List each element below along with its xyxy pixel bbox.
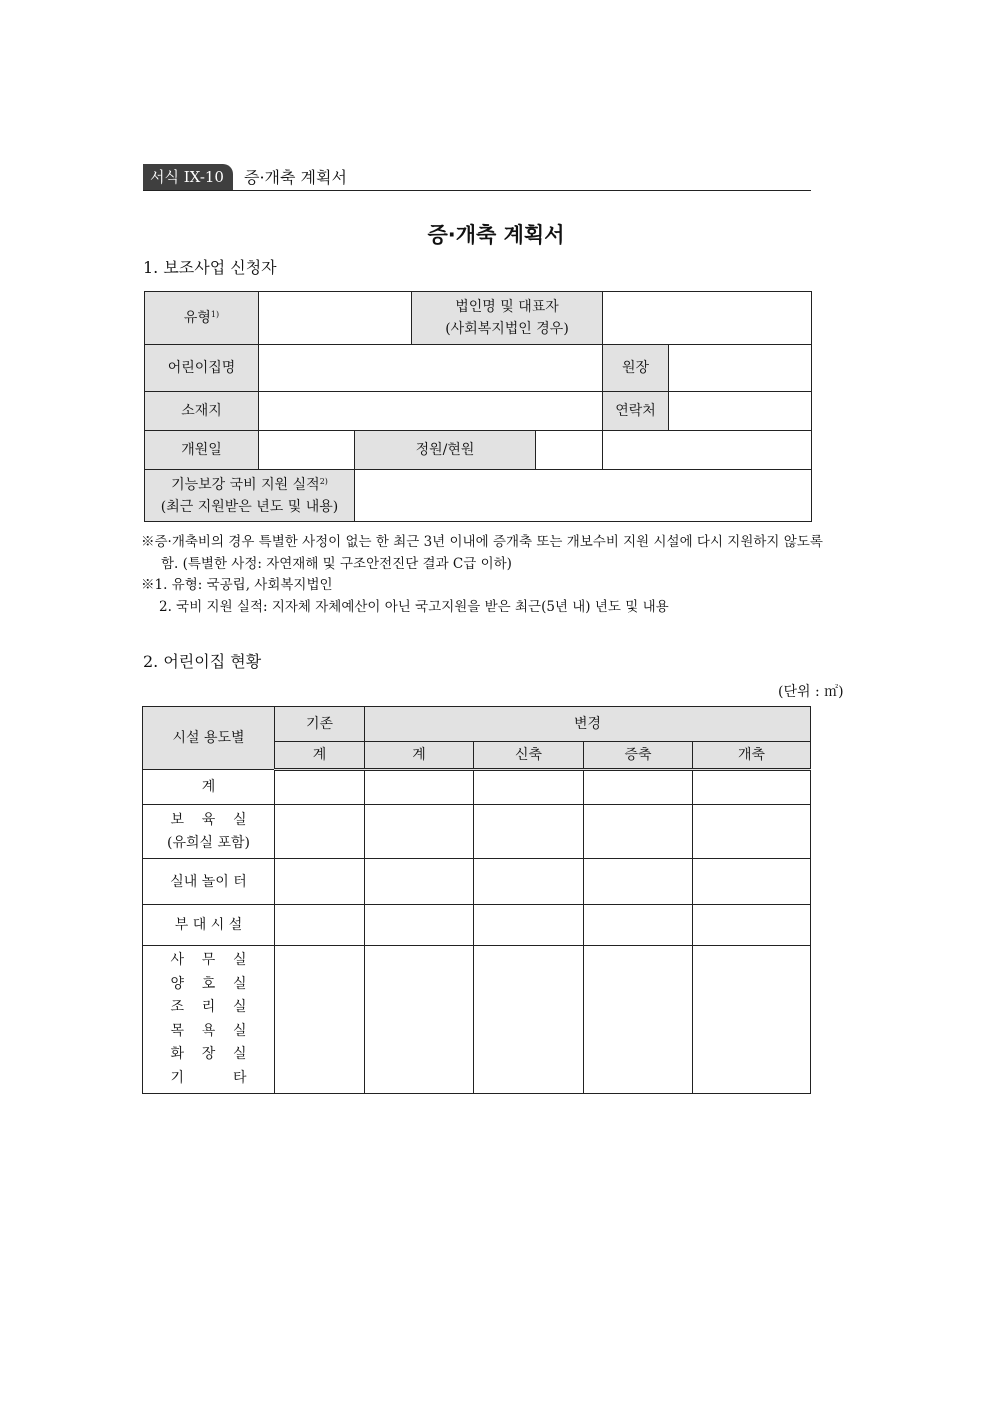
cell[interactable] xyxy=(365,770,474,805)
table-row xyxy=(143,805,811,859)
cell[interactable] xyxy=(693,770,811,805)
cell[interactable] xyxy=(365,946,474,1094)
change-header: 변경 xyxy=(365,707,811,742)
address-field[interactable] xyxy=(259,392,603,431)
cell[interactable] xyxy=(474,859,584,905)
document-title: 증·개축 계획서 xyxy=(427,223,565,247)
corp-field[interactable] xyxy=(603,292,812,345)
note2-line1: ※1. 유형: 국공립, 사회복지법인 xyxy=(141,577,333,593)
note1-line2: 함. (특별한 사정: 자연재해 및 구조안전진단 결과 C급 이하) xyxy=(161,555,512,572)
opening-date-field[interactable] xyxy=(259,431,355,470)
cell[interactable] xyxy=(584,805,693,859)
header-title: 증·개축 계획서 xyxy=(244,168,347,187)
capacity-field[interactable] xyxy=(536,431,603,470)
contact-label: 연락처 xyxy=(603,392,669,431)
header-rule xyxy=(143,190,811,191)
note2-line2: 2. 국비 지원 실적: 지자체 자체예산이 아닌 국고지원을 받은 최근(5년 내) 년도 및 내용 xyxy=(159,598,669,615)
change-total-header: 계 xyxy=(365,742,474,770)
row-misc-label: 사 무 실 양 호 실 조 리 실 목 욕 실 화 장 실 기 타 xyxy=(143,946,275,1094)
support-record-label: 기능보강 국비 지원 실적$^{2)}$ (최근 지원받은 년도 및 내용) xyxy=(145,470,355,522)
form-number-tag: 서식 IX-10 xyxy=(143,164,233,191)
cell[interactable] xyxy=(693,859,811,905)
cell[interactable] xyxy=(584,946,693,1094)
cell[interactable] xyxy=(365,805,474,859)
cell[interactable] xyxy=(275,859,365,905)
cell[interactable] xyxy=(474,946,584,1094)
cell[interactable] xyxy=(693,905,811,946)
section1-heading: 1. 보조사업 신청자 xyxy=(143,258,277,277)
table-row xyxy=(143,770,811,805)
capacity-label: 정원/현원 xyxy=(355,431,536,470)
applicant-table xyxy=(144,291,812,522)
row-auxiliary-label: 부 대 시 설 xyxy=(143,905,275,946)
cell[interactable] xyxy=(275,905,365,946)
corp-label: 법인명 및 대표자 (사회복지법인 경우) xyxy=(412,292,603,345)
notes xyxy=(141,532,861,618)
table-row xyxy=(143,859,811,905)
facility-table xyxy=(142,706,811,1094)
cell[interactable] xyxy=(693,805,811,859)
table-row xyxy=(143,905,811,946)
address-label: 소재지 xyxy=(145,392,259,431)
blank-cell xyxy=(603,431,812,470)
type-field[interactable] xyxy=(259,292,412,345)
table-row xyxy=(143,946,811,1094)
base-total-header: 계 xyxy=(275,742,365,770)
row-care-room-label: 보 육 실 (유희실 포함) xyxy=(143,805,275,859)
base-header: 기존 xyxy=(275,707,365,742)
cell[interactable] xyxy=(584,770,693,805)
rebuild-header: 개축 xyxy=(693,742,811,770)
cell[interactable] xyxy=(365,905,474,946)
opening-date-label: 개원일 xyxy=(145,431,259,470)
contact-field[interactable] xyxy=(669,392,812,431)
note1-line1: ※증·개축비의 경우 특별한 사정이 없는 한 최근 3년 이내에 증개축 또는 개보수비 지원 시설에 다시 지원하지 않도록 xyxy=(141,534,823,550)
cell[interactable] xyxy=(584,859,693,905)
cell[interactable] xyxy=(275,770,365,805)
row-playground-label: 실내 놀이 터 xyxy=(143,859,275,905)
unit-label: (단위 : ㎡) xyxy=(778,684,844,700)
type-label: 유형$^{1)}$ xyxy=(145,292,259,345)
director-label: 원장 xyxy=(603,345,669,392)
daycare-name-label: 어린이집명 xyxy=(145,345,259,392)
support-record-field[interactable] xyxy=(355,470,812,522)
facility-type-header: 시설 용도별 xyxy=(143,707,275,770)
row-total-label: 계 xyxy=(143,770,275,805)
extension-header: 증축 xyxy=(584,742,693,770)
new-build-header: 신축 xyxy=(474,742,584,770)
cell[interactable] xyxy=(365,859,474,905)
cell[interactable] xyxy=(275,805,365,859)
cell[interactable] xyxy=(584,905,693,946)
director-field[interactable] xyxy=(669,345,812,392)
cell[interactable] xyxy=(474,770,584,805)
daycare-name-field[interactable] xyxy=(259,345,603,392)
cell[interactable] xyxy=(474,905,584,946)
cell[interactable] xyxy=(474,805,584,859)
cell[interactable] xyxy=(275,946,365,1094)
section2-heading: 2. 어린이집 현황 xyxy=(143,652,262,671)
cell[interactable] xyxy=(693,946,811,1094)
